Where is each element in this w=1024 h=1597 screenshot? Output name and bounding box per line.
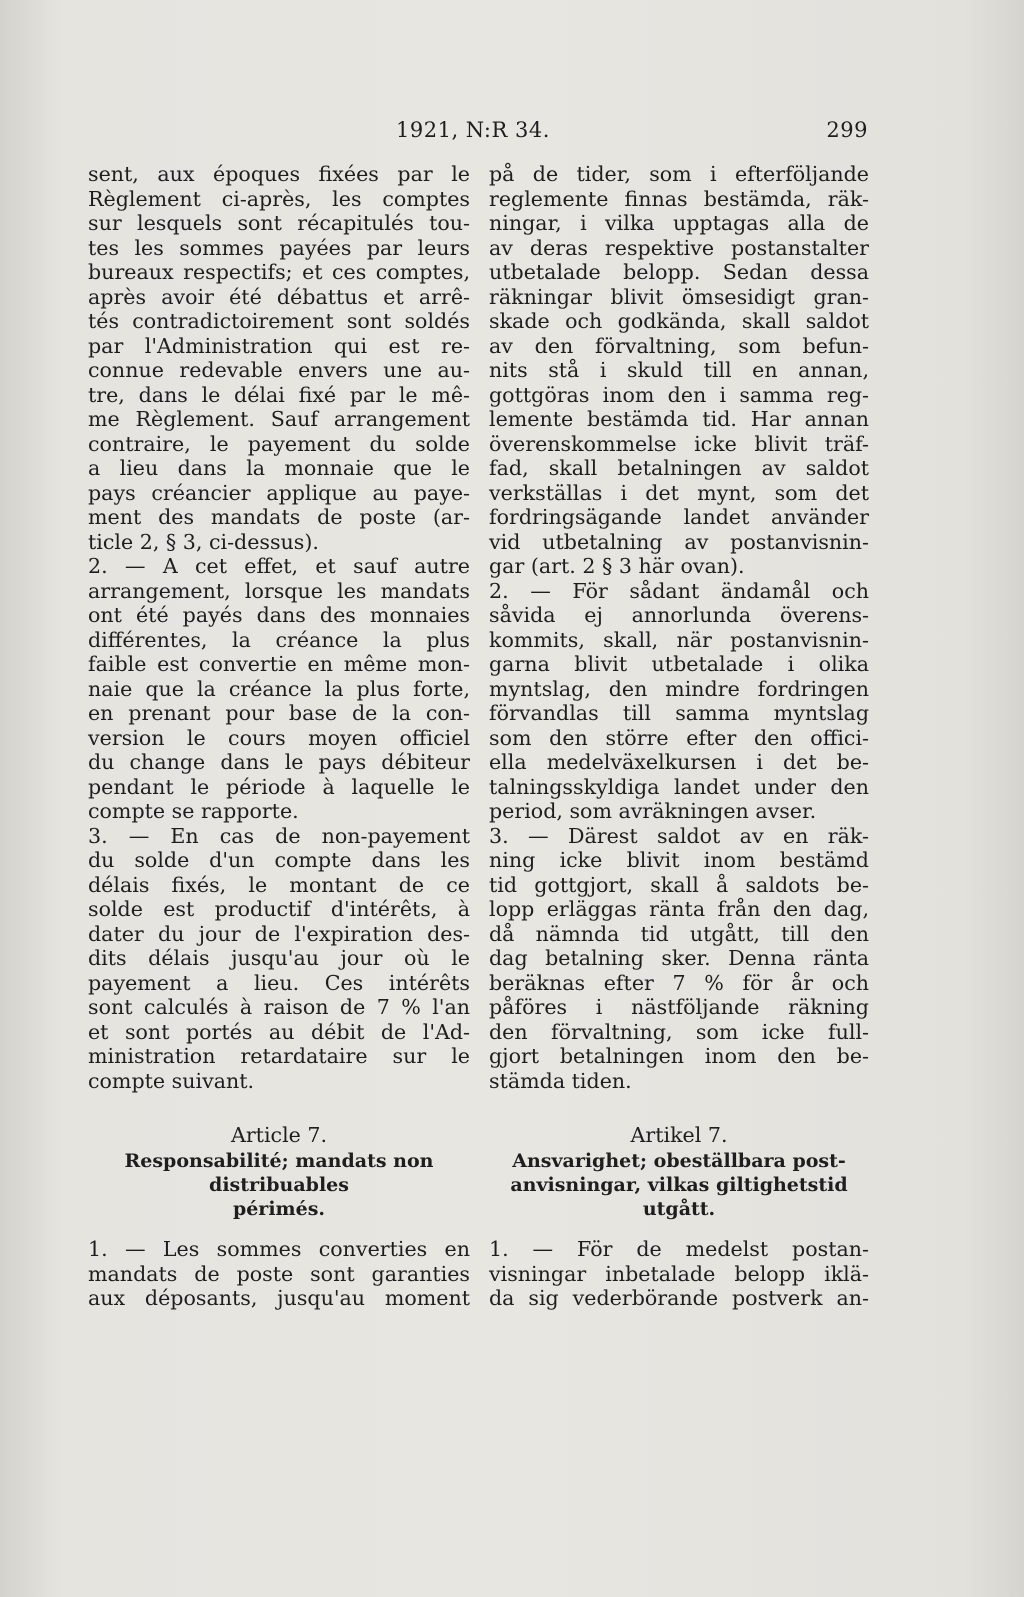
running-title: 1921, N:R 34. (396, 118, 550, 142)
spacer (88, 1221, 470, 1237)
text-line: räkningar blivit ömsesidigt gran- (489, 284, 869, 309)
text-line: fordringsägande landet använder (489, 505, 869, 529)
text-line: et sont portés au débit de l'Ad- (88, 1019, 470, 1044)
text-line: gar (art. 2 § 3 här ovan). (489, 554, 745, 578)
text-line: överenskommelse icke blivit träf- (489, 431, 869, 456)
text-line: tés contradictoirement sont soldés (88, 309, 470, 333)
text-line: 1. — Les sommes converties en (88, 1237, 470, 1261)
text-line: ningar, i vilka upptagas alla de (489, 211, 869, 235)
text-line: da sig vederbörande postverk an- (489, 1286, 869, 1310)
text-line: du change dans le pays débiteur (88, 750, 470, 774)
text-line: bureaux respectifs; et ces comptes, (88, 260, 470, 284)
text-line: pendant le période à laquelle le (88, 774, 470, 799)
article-title-line: Responsabilité; mandats non (124, 1150, 434, 1172)
text-line: då nämnda tid utgått, till den (489, 921, 869, 946)
text-line: 2. — För sådant ändamål och (489, 578, 869, 603)
text-line: lopp erläggas ränta från den dag, (489, 897, 869, 921)
text-line: visningar inbetalade belopp iklä- (489, 1261, 869, 1286)
text-line: solde est productif d'intérêts, à (88, 897, 470, 921)
text-line: sur lesquels sont récapitulés tou- (88, 211, 470, 235)
text-line: period, som avräkningen avser. (489, 799, 817, 823)
text-line: vid utbetalning av postanvisnin- (489, 529, 869, 554)
text-line: a lieu dans la monnaie que le (88, 456, 470, 480)
text-line: gottgöras inom den i samma reg- (489, 382, 869, 407)
french-paragraph-2 (88, 554, 470, 824)
article-title-line: Ansvarighet; obeställbara post- (512, 1150, 846, 1172)
text-line: arrangement, lorsque les mandats (88, 578, 470, 603)
text-line: tid gottgjort, skall å saldots be- (489, 872, 869, 897)
text-line: connue redevable envers une au- (88, 358, 470, 382)
text-line: ont été payés dans des monnaies (88, 603, 470, 627)
swedish-column (489, 162, 869, 1311)
text-line: compte se rapporte. (88, 799, 299, 823)
swedish-paragraph-2 (489, 579, 869, 824)
text-line: contraire, le payement du solde (88, 431, 470, 456)
french-paragraph-3 (88, 824, 470, 1094)
text-line: reglemente finnas bestämda, räk- (489, 186, 869, 211)
text-line: av den förvaltning, som befun- (489, 333, 869, 358)
page-number: 299 (826, 118, 868, 142)
text-line: version le cours moyen officiel (88, 725, 470, 750)
text-line: som den större efter den offici- (489, 725, 869, 750)
text-line: ministration retardataire sur le (88, 1044, 470, 1068)
text-line: ning icke blivit inom bestämd (489, 848, 869, 872)
french-final-paragraph (88, 1237, 470, 1311)
text-line: kommits, skall, när postanvisnin- (489, 627, 869, 652)
article-title-line: utgått. (642, 1198, 716, 1220)
text-line: på de tider, som i efterföljande (489, 162, 869, 186)
french-article-title (88, 1149, 470, 1221)
text-line: förvandlas till samma myntslag (489, 701, 869, 725)
spacer (489, 1093, 869, 1115)
page-header (88, 112, 868, 148)
text-line: mandats de poste sont garanties (88, 1261, 470, 1286)
text-line: différentes, la créance la plus (88, 627, 470, 652)
text-line: 3. — Därest saldot av en räk- (489, 823, 869, 848)
text-line: stämda tiden. (489, 1068, 632, 1093)
text-line: såvida ej annorlunda överens- (489, 603, 869, 627)
text-line: beräknas efter 7 % för år och (489, 970, 869, 995)
text-line: den förvaltning, som icke full- (489, 1019, 869, 1044)
swedish-final-paragraph (489, 1237, 869, 1311)
text-line: ella medelväxelkursen i det be- (489, 750, 869, 774)
text-line: nits stå i skuld till en annan, (489, 358, 869, 382)
text-line: tre, dans le délai fixé par le mê- (88, 382, 470, 407)
text-line: utbetalade belopp. Sedan dessa (489, 260, 869, 284)
text-line: en prenant pour base de la con- (88, 701, 470, 725)
french-article-heading: Article 7. (230, 1123, 328, 1147)
text-line: sont calculés à raison de 7 % l'an (88, 995, 470, 1019)
swedish-article-heading: Artikel 7. (630, 1123, 728, 1147)
text-line: myntslag, den mindre fordringen (489, 676, 869, 701)
text-line: dits délais jusqu'au jour où le (88, 946, 470, 970)
text-line: påföres i nästföljande räkning (489, 995, 869, 1019)
text-line: aux déposants, jusqu'au moment (88, 1286, 470, 1310)
text-line: par l'Administration qui est re- (88, 333, 470, 358)
text-line: Règlement ci-après, les comptes (88, 186, 470, 211)
text-line: après avoir été débattus et arrê- (88, 284, 470, 309)
article-title-line: périmés. (232, 1198, 326, 1220)
text-line: payement a lieu. Ces intérêts (88, 970, 470, 995)
french-intro-paragraph (88, 162, 470, 554)
article-title-line: distribuables (209, 1174, 349, 1196)
text-line: ment des mandats de poste (ar- (88, 505, 470, 529)
swedish-intro-paragraph (489, 162, 869, 579)
text-line: faible est convertie en même mon- (88, 652, 470, 676)
french-column (88, 162, 470, 1311)
text-line: délais fixés, le montant de ce (88, 872, 470, 897)
swedish-paragraph-3 (489, 824, 869, 1094)
text-line: naie que la créance la plus forte, (88, 676, 470, 701)
spacer (489, 1221, 869, 1237)
spacer (88, 1093, 470, 1115)
text-line: av deras respektive postanstalter (489, 235, 869, 260)
text-line: talningsskyldiga landet under den (489, 774, 869, 799)
text-line: lemente bestämda tid. Har annan (489, 407, 869, 431)
text-line: ticle 2, § 3, ci-dessus). (88, 529, 319, 554)
swedish-article-title (489, 1149, 869, 1221)
text-line: dag betalning sker. Denna ränta (489, 946, 869, 970)
text-line: tes les sommes payées par leurs (88, 235, 470, 260)
text-line: sent, aux époques fixées par le (88, 162, 470, 186)
article-title-line: anvisningar, vilkas giltighetstid (510, 1174, 848, 1196)
text-line: skade och godkända, skall saldot (489, 309, 869, 333)
text-line: compte suivant. (88, 1068, 255, 1093)
text-line: pays créancier applique au paye- (88, 480, 470, 505)
text-line: du solde d'un compte dans les (88, 848, 470, 872)
text-line: verkställas i det mynt, som det (489, 480, 869, 505)
text-line: gjort betalningen inom den be- (489, 1044, 869, 1068)
text-line: me Règlement. Sauf arrangement (88, 407, 470, 431)
text-line: 2. — A cet effet, et sauf autre (88, 554, 470, 578)
text-line: garna blivit utbetalade i olika (489, 652, 869, 676)
text-line: dater du jour de l'expiration des- (88, 921, 470, 946)
text-line: 1. — För de medelst postan- (489, 1237, 869, 1261)
text-line: fad, skall betalningen av saldot (489, 456, 869, 480)
text-line: 3. — En cas de non-payement (88, 823, 470, 848)
